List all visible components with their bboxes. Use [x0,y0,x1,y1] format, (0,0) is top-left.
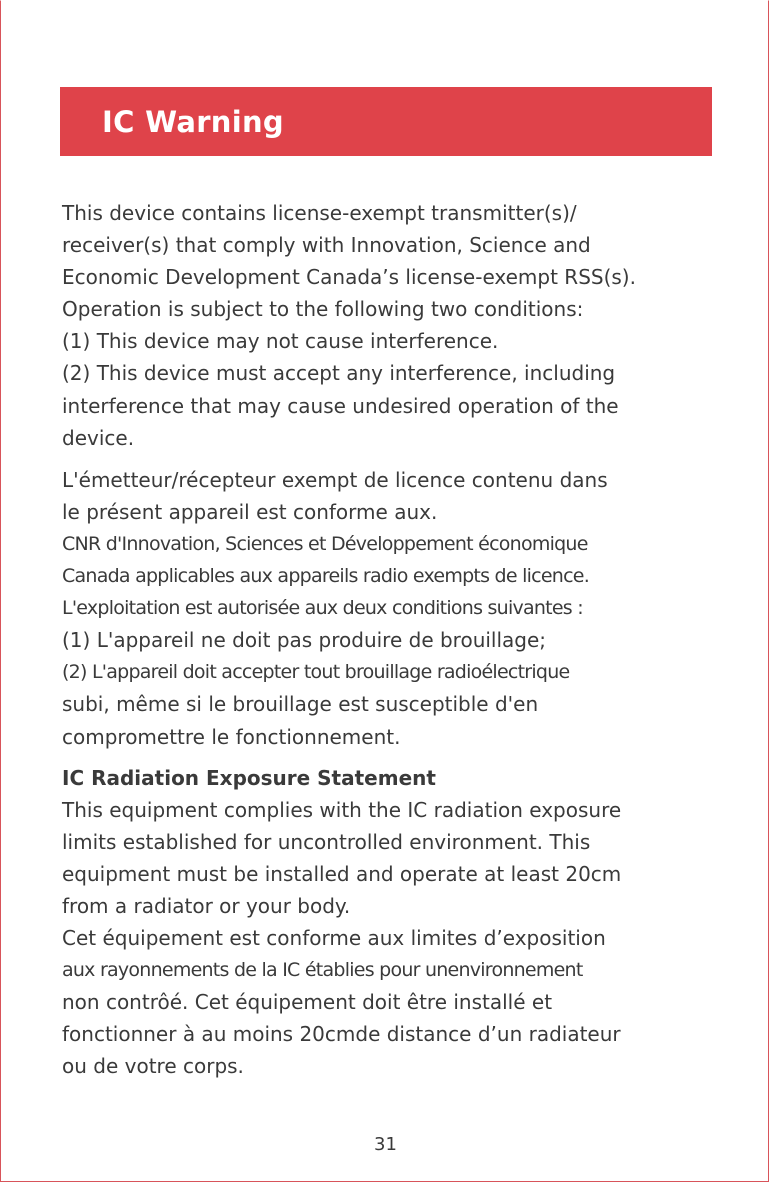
text-line: from a radiator or your body. [62,893,351,918]
text-line: equipment must be installed and operate at least 20cm [62,861,622,886]
text-line: L'exploitation est autorisée aux deux conditions suivantes : [62,597,583,620]
section-heading: IC Radiation Exposure Statement [62,765,436,790]
text-line: limits established for uncontrolled environment. This [62,829,591,854]
text-line: device. [62,425,135,450]
text-line: Economic Development Canada’s license-exempt RSS(s). [62,265,636,290]
radiation-exposure-statement [62,762,722,1083]
text-line: non contrôé. Cet équipement doit être installé et [62,990,553,1015]
text-line: Operation is subject to the following two conditions: [62,297,584,322]
text-line: ou de votre corps. [62,1054,244,1079]
text-line: Canada applicables aux appareils radio exempts de licence. [62,565,589,588]
section-banner [60,87,712,156]
text-line: L'émetteur/récepteur exempt de licence contenu dans [62,467,608,492]
english-ic-warning [62,197,722,454]
text-line: aux rayonnements de la IC établies pour unenvironnement [62,959,583,982]
text-line: fonctionner à au moins 20cmde distance d’un radiateur [62,1022,621,1047]
text-line: (2) L'appareil doit accepter tout brouillage radioélectrique [62,661,570,684]
text-line: subi, même si le brouillage est susceptible d'en [62,692,539,717]
text-line: (1) This device may not cause interference. [62,329,499,354]
text-line: le présent appareil est conforme aux. [62,499,438,524]
text-line: This equipment complies with the IC radiation exposure [62,797,622,822]
page-number: 31 [374,1134,397,1155]
text-line: This device contains license-exempt transmitter(s)/ [62,201,577,225]
text-line: Cet équipement est conforme aux limites d’exposition [62,926,606,951]
text-line: (1) L'appareil ne doit pas produire de brouillage; [62,628,547,653]
text-line: interference that may cause undesired operation of the [62,393,619,418]
text-line: compromettre le fonctionnement. [62,724,401,749]
text-line: receiver(s) that comply with Innovation, Science and [62,233,591,258]
french-ic-warning [62,464,722,753]
page-content [62,197,722,1083]
text-line: CNR d'Innovation, Sciences et Développement économique [62,532,588,555]
text-line: (2) This device must accept any interference, including [62,361,616,386]
banner-title: IC Warning [102,104,284,139]
